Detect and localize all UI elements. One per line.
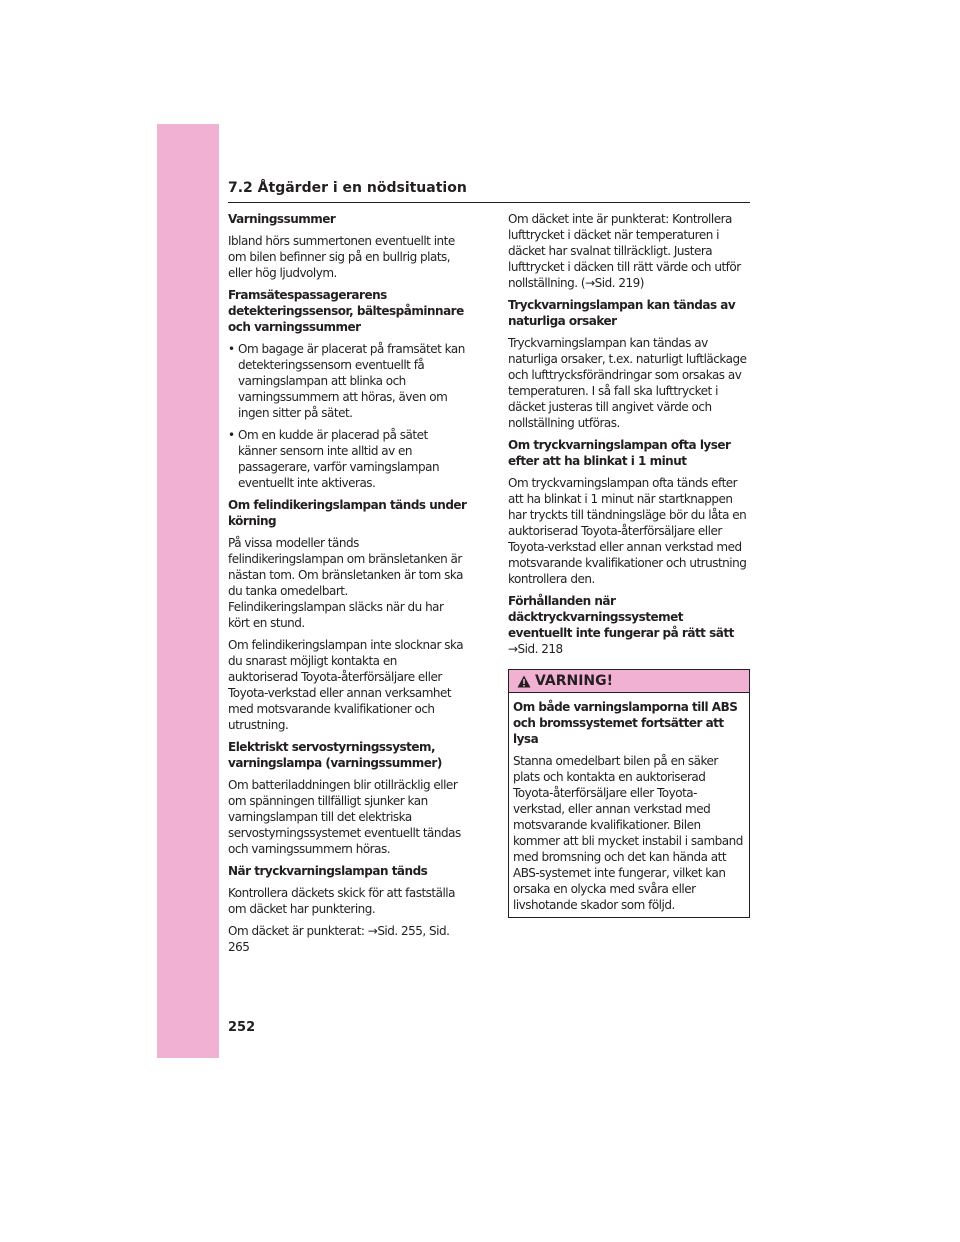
paragraph-page-reference: Om däcket är punkterat: →Sid. 255, Sid. 265 xyxy=(228,924,450,954)
heading-blinking-lamp: Om tryckvarningslampan ofta lyser efter att ha blinkat i 1 minut xyxy=(508,438,731,468)
warning-title: VARNING! xyxy=(535,673,614,689)
heading-malfunction-lamp: Om felindikeringslampan tänds under körning xyxy=(228,498,467,528)
chapter-side-tab xyxy=(157,124,219,1058)
section-title: 7.2 Åtgärder i en nödsituation xyxy=(228,178,750,203)
paragraph: Tryckvarningslampan kan tändas av naturliga orsaker, t.ex. naturligt luftläckage och lufttrycksförändringar som orsakas av temperaturen. I så fall ska lufttrycket i däcket justeras till angivet värde och nollställning utföras. xyxy=(508,336,747,430)
page-number: 252 xyxy=(228,1020,256,1035)
warning-body xyxy=(509,693,749,917)
list-item: • Om en kudde är placerad på sätet känner sensorn inte alltid av en passagerare, varför varningslampan eventuellt inte aktiveras. xyxy=(228,428,440,490)
bullet-icon: • xyxy=(228,342,235,356)
paragraph-page-reference: →Sid. 218 xyxy=(508,642,563,656)
paragraph: Om batteriladdningen blir otillräcklig eller om spänningen tillfälligt sjunker kan varningslampan till det elektriska servostyrningssystemet eventuellt tändas och varningssummern höras. xyxy=(228,778,461,856)
paragraph: Kontrollera däckets skick för att fastställa om däcket har punktering. xyxy=(228,886,455,916)
warning-text: Stanna omedelbart bilen på en säker plats och kontakta en auktoriserad Toyota-återförsäljare eller Toyota-verkstad, eller annan verkstad med motsvarande kvalifikationer. Bilen kommer att bli mycket instabil i samband med bromsning och det kan hända att ABS-systemet inte fungerar, vilket kan orsaka en olycka med svåra eller livshotande skador som följd. xyxy=(513,754,743,912)
warning-header xyxy=(509,670,749,693)
right-column xyxy=(508,211,748,918)
paragraph: Ibland hörs summertonen eventuellt inte om bilen befinner sig på en bullrig plats, eller hög ljudvolym. xyxy=(228,234,455,280)
paragraph: På vissa modeller tänds felindikeringslampan om bränsletanken är nästan tom. Om bränsletanken är tom ska du tanka omedelbart. Felindikeringslampan släcks när du har kört en stund. xyxy=(228,536,463,630)
heading-power-steering: Elektriskt servostyrningssystem, varningslampa (varningssummer) xyxy=(228,740,442,770)
list-item: • Om bagage är placerat på framsätet kan detekteringssensorn eventuellt få varningslampan att blinka och varningssummern att höras, även om ingen sitter på sätet. xyxy=(228,342,465,420)
left-column xyxy=(228,211,468,961)
heading-pressure-warning: När tryckvarningslampan tänds xyxy=(228,864,428,878)
heading-natural-causes: Tryckvarningslampan kan tändas av naturliga orsaker xyxy=(508,298,736,328)
heading-system-conditions: Förhållanden när däcktryckvarningssystemet eventuellt inte fungerar på rätt sätt xyxy=(508,594,734,640)
bullet-list xyxy=(228,341,468,491)
heading-passenger-sensor: Framsätespassagerarens detekteringssensor, bältespåminnare och varningssummer xyxy=(228,288,464,334)
warning-heading: Om både varningslamporna till ABS och bromssystemet fortsätter att lysa xyxy=(513,700,738,746)
paragraph: Om tryckvarningslampan ofta tänds efter att ha blinkat i 1 minut när startknappen har tryckts till tändningsläge bör du låta en auktoriserad Toyota-återförsäljare eller Toyota-verkstad eller annan verkstad med motsvarande kvalifikationer och utrustning kontrollera den. xyxy=(508,476,747,586)
warning-box xyxy=(508,669,750,918)
heading-varningssummer: Varningssummer xyxy=(228,212,336,226)
warning-triangle-icon xyxy=(517,675,531,688)
bullet-icon: • xyxy=(228,428,235,442)
paragraph: Om däcket inte är punkterat: Kontrollera lufttrycket i däcket när temperaturen i däcket har svalnat tillräckligt. Justera lufttrycket i däcken till rätt värde och utför nollställning. (→Sid. 219) xyxy=(508,212,741,290)
paragraph: Om felindikeringslampan inte slocknar ska du snarast möjligt kontakta en auktoriserad Toyota-återförsäljare eller Toyota-verkstad eller annan verksamhet med motsvarande kvalifikationer och utrustning. xyxy=(228,638,464,732)
